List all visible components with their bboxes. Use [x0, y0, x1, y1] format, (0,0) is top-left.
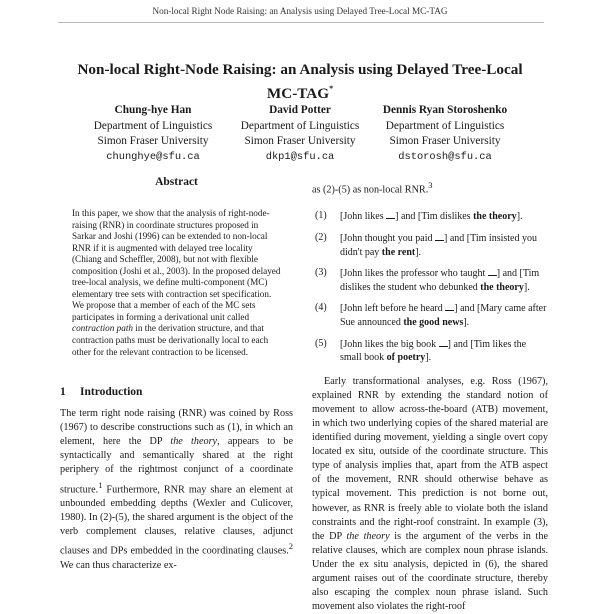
title-footnote-marker: *	[329, 84, 334, 93]
section-heading	[60, 386, 293, 398]
example-list	[312, 209, 548, 364]
example-text: [John likes the big book ] and [Tim likes the small book of poetry].	[340, 338, 527, 364]
title-line-2: MC-TAG	[266, 85, 330, 102]
example-item	[312, 301, 548, 329]
header-rule	[58, 22, 544, 23]
example-item	[312, 266, 548, 294]
continuation-text: as (2)-(5) as non-local RNR.$^3$	[312, 180, 433, 196]
author-name: Dennis Ryan Storoshenko	[382, 104, 508, 116]
example-item	[312, 231, 548, 259]
author-block	[360, 103, 530, 165]
footnote-marker: 3	[428, 180, 433, 190]
title-line-1: Non-local Right-Node Raising: an Analysis using Delayed Tree-Local	[77, 61, 523, 78]
author-department: Department of Linguistics	[240, 119, 360, 132]
footnote-marker: 2	[288, 541, 293, 552]
author-department: Department of Linguistics	[385, 119, 505, 132]
gap-marker	[439, 337, 448, 347]
footnote-marker: 1	[98, 479, 103, 490]
example-item	[312, 337, 548, 365]
example-number: (2)	[315, 231, 327, 243]
left-column	[60, 176, 293, 573]
running-head: Non-local Right Node Raising: an Analysis using Delayed Tree-Local MC-TAG	[152, 6, 448, 16]
abstract-term: contraction path	[72, 323, 133, 334]
gap-marker	[488, 266, 497, 276]
gap-marker	[445, 301, 454, 311]
author-email: chunghye@sfu.ca	[106, 150, 200, 163]
example-number: (4)	[315, 302, 327, 314]
gap-marker	[435, 231, 444, 241]
example-text: [John likes ] and [Tim dislikes the theory].	[340, 211, 523, 223]
author-email: dkp1@sfu.ca	[265, 150, 335, 163]
author-name: David Potter	[269, 104, 331, 116]
section-number: 1	[60, 386, 66, 399]
author-university: Simon Fraser University	[97, 135, 209, 147]
example-number: (1)	[315, 210, 327, 222]
author-department: Department of Linguistics	[93, 119, 213, 132]
right-column	[312, 176, 548, 614]
author-email: dstorosh@sfu.ca	[398, 150, 492, 163]
intro-paragraph: The term right node raising (RNR) was coined by Ross (1967) to describe constructions such as (1), in which an element, here the DP the theory, appears to be syntactically and semantically shared at the right periphery of the rightmost conjunct of a coordinate structure.$^1$ Furthermore, RNR may share an element at unbounded embedding depths (Wexler and Culicover, 1980). In (2)-(5), the shared argument is the object of the verb complement clauses, relative clauses, adjunct clauses and DPs embedded in the coordinating clauses.$^2$ We can thus characterize ex-	[60, 408, 293, 571]
example-text: [John likes the professor who taught ] and [Tim dislikes the student who debunked the theory].	[340, 268, 540, 293]
example-item	[312, 209, 548, 224]
abstract-heading: Abstract	[155, 176, 198, 188]
gap-marker	[386, 209, 395, 219]
body-paragraph: Early transformational analyses, e.g. Ross (1967), explained RNR by extending the standard notion of movement to allow across-the-board (ATB) movement, in which two underlying copies of the shared material are identified during movement, yielding a single overt copy located ex situ, outside of the coordinate structure. This type of analysis implies that, apart from the ATB aspect of the movement, RNR should otherwise behave as typical movement. This prediction is not borne out, however, as RNR is freely able to violate both the island constraints and the right-roof constraint. In example (3), the DP the theory is the argument of the verbs in the relative clauses, which are complex noun phrase islands. Under the ex situ analysis, depicted in (6), the shared argument raises out of the coordinate structure, thereby also escaping the complex noun phrase island. Such movement also violates the right-roof	[312, 375, 548, 613]
section-title: Introduction	[80, 386, 143, 399]
example-text: [John left before he heard ] and [Mary came after Sue announced the good news].	[340, 303, 547, 328]
abstract-text: In this paper, we show that the analysis of right-node-raising (RNR) in coordinate structures proposed in Sarkar and Joshi (1996) can be extended to non-local RNR if it is augmented with delayed tree locality (Chiang and Scheffler, 2008), but not with flexible composition (Joshi et al., 2003). In the proposed delayed tree-local analysis, we define multi-component (MC) elementary tree sets with contraction set specification. We propose that a member of each of the MC sets participates in forming a derivational unit called contraction path in the derivation structure, and that contraction paths must be derivationally local to each other for the relevant contraction to be licensed.	[72, 208, 281, 357]
paper-title	[60, 60, 540, 103]
author-university: Simon Fraser University	[244, 135, 356, 147]
example-number: (3)	[315, 267, 327, 279]
author-university: Simon Fraser University	[389, 135, 501, 147]
example-text: [John thought you paid ] and [Tim insisted you didn't pay the rent].	[340, 232, 537, 258]
author-block	[68, 103, 238, 165]
example-number: (5)	[315, 337, 327, 349]
author-name: Chung-hye Han	[114, 104, 192, 116]
